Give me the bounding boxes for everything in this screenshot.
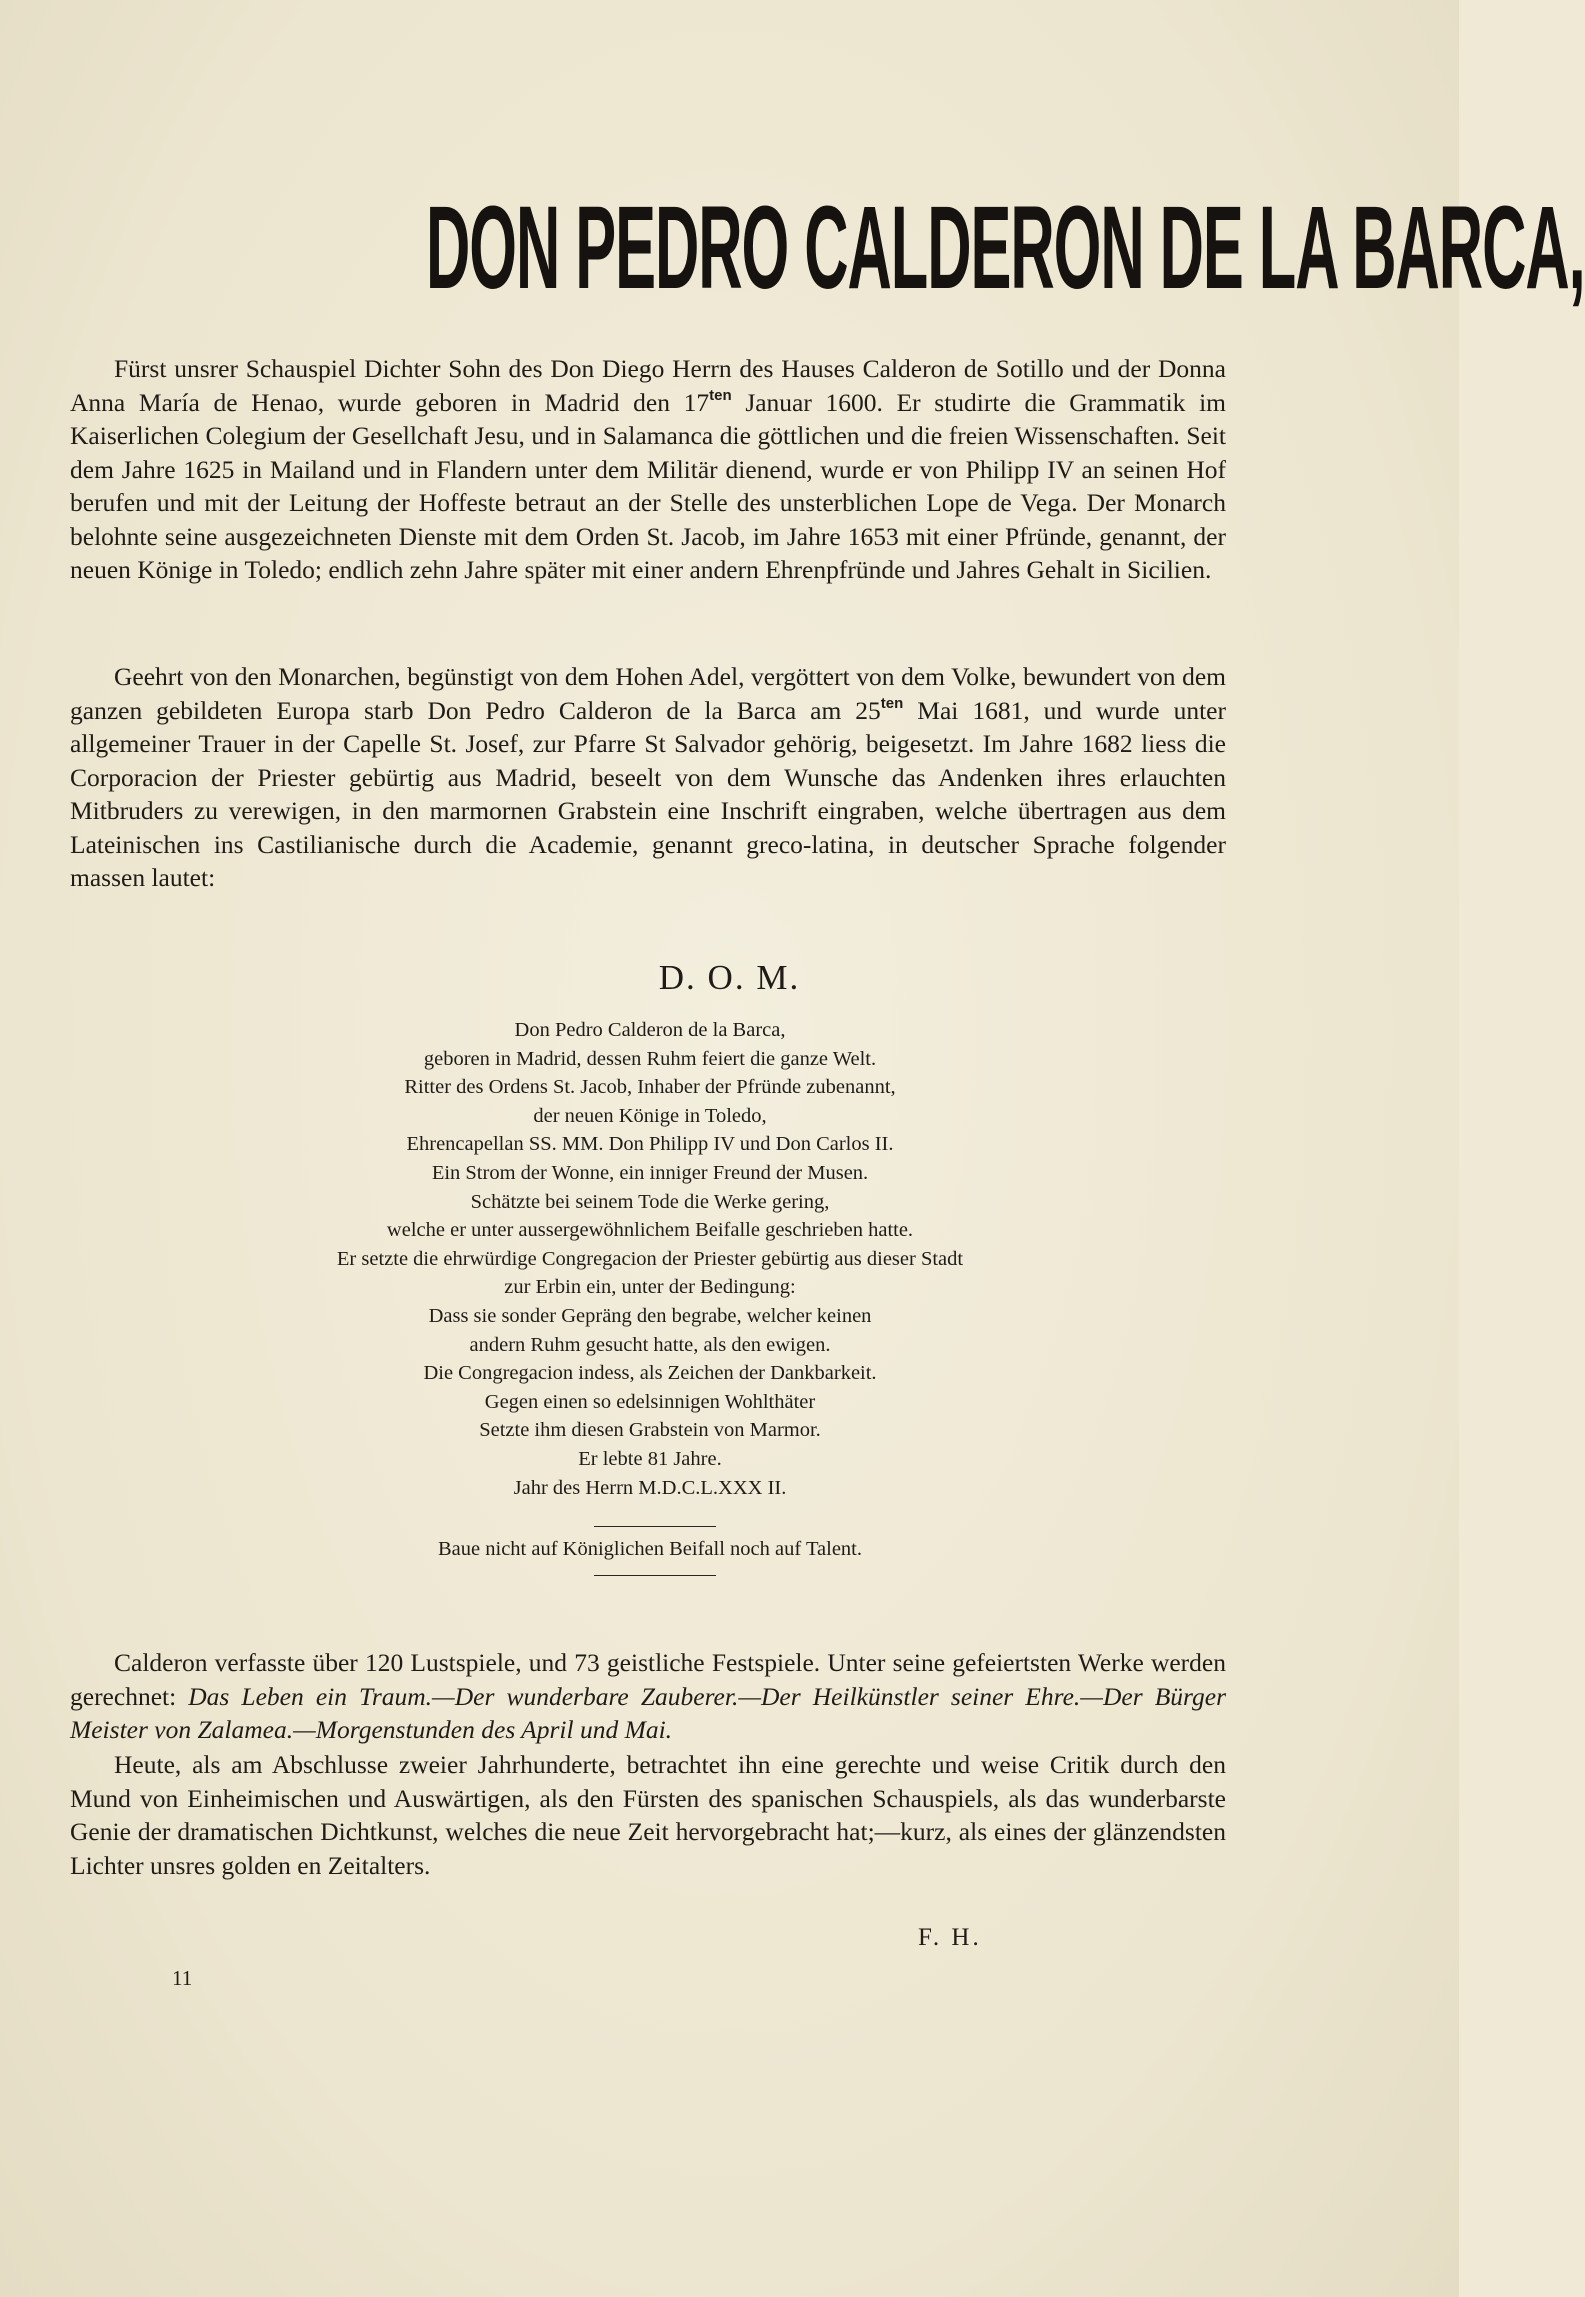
inscription-line: Dass sie sonder Gepräng den begrabe, welcher keinen [428, 1304, 872, 1327]
paragraph-text-start: Geehrt von den Monarchen, begünstigt von dem Hohen Adel, vergöttert von dem Volke, bewundert von dem ganzen gebildeten Europa starb Don Pedro Calderon de la Barca am 25 [70, 662, 1226, 725]
author-signature: F. H. [918, 1924, 982, 1951]
inscription-line: Er setzte die ehrwürdige Congregacion der Priester gebürtig aus dieser Stadt [336, 1247, 964, 1270]
paragraph-text-start: Fürst unsrer Schauspiel Dichter Sohn des Don Diego Herrn des Hauses Calderon de Sotillo und der Donna Anna María de Henao, wurde geboren in Madrid den 17 [70, 354, 1226, 417]
paragraph-text [70, 1646, 1226, 1747]
ordinal-superscript: ten [880, 694, 904, 712]
paragraph-text-end: Januar 1600. Er studirte die Grammatik im Kaiserlichen Colegium der Gesellchaft Jesu, und in Salamanca die göttlichen und die freien Wissenschaften. Seit dem Jahre 1625 in Mailand und in Flandern unter dem Militär dienend, wurde er von Philipp IV an seinen Hof berufen und mit der Leitung der Hoffeste betraut an der Stelle des unsterblichen Lope de Vega. Der Monarch belohnte seine ausgezeichneten Dienste mit dem Orden St. Jacob, im Jahre 1653 mit einer Pfründe, genannt, der neuen Könige in Toledo; endlich zehn Jahre später mit einer andern Ehrenpfründe und Jahres Gehalt in Sicilien. [70, 387, 1226, 584]
paragraph-text [70, 660, 1226, 895]
ordinal-superscript: ten [709, 386, 732, 404]
inscription-line: Ein Strom der Wonne, ein inniger Freund der Musen. [431, 1161, 869, 1184]
inscription-motto: Baue nicht auf Königlichen Beifall noch auf Talent. [438, 1538, 862, 1560]
inscription-line: Ritter des Ordens St. Jacob, Inhaber der Pfründe zubenannt, [404, 1076, 896, 1099]
inscription-line: andern Ruhm gesucht hatte, als den ewigen. [469, 1333, 831, 1356]
works-paragraph [70, 1646, 1226, 1747]
works-intro: Calderon verfasste über 120 Lustspiele, und 73 geistliche Festspiele. Unter seine gefeiertsten Werke werden gerechnet: [70, 1648, 1226, 1711]
inscription-line: Setzte ihm diesen Grabstein von Marmor. [479, 1419, 821, 1442]
biography-paragraph-2 [70, 660, 1226, 895]
inscription-line: Ehrencapellan SS. MM. Don Philipp IV und Don Carlos II. [406, 1133, 894, 1156]
inscription-line: welche er unter aussergewöhnlichem Beifalle geschrieben hatte. [386, 1219, 914, 1242]
page-number: 11 [172, 1966, 193, 1990]
inscription-line: Jahr des Herrn M.D.C.L.XXX II. [513, 1476, 787, 1499]
legacy-paragraph [70, 1748, 1226, 1882]
inscription-line: Die Congregacion indess, als Zeichen der Dankbarkeit. [423, 1362, 877, 1385]
inscription-line: geboren in Madrid, dessen Ruhm feiert die ganze Welt. [423, 1047, 877, 1070]
inscription-heading: D. O. M. [658, 958, 801, 997]
inscription-line: Don Pedro Calderon de la Barca, [514, 1019, 786, 1041]
biography-paragraph-1 [70, 352, 1226, 587]
inscription-line: Gegen einen so edelsinnigen Wohlthäter [484, 1390, 816, 1413]
inscription-line: Schätzte bei seinem Tode die Werke gering, [470, 1190, 830, 1213]
divider-bottom [594, 1575, 716, 1576]
paragraph-text [70, 352, 1226, 587]
inscription-text [200, 1016, 1100, 1502]
inscription-line: zur Erbin ein, unter der Bedingung: [504, 1276, 796, 1299]
works-list: Das Leben ein Traum.—Der wunderbare Zauberer.—Der Heilkünstler seiner Ehre.—Der Bürger Meister von Zalamea.—Morgenstunden des April und Mai. [70, 1681, 1226, 1744]
page-title: DON PEDRO CALDERON DE LA BARCA, [426, 182, 1585, 314]
paragraph-text-end: Mai 1681, und wurde unter allgemeiner Trauer in der Capelle St. Josef, zur Pfarre St Salvador gehörig, beigesetzt. Im Jahre 1682 liess die Corporacion der Priester gebürtig aus Madrid, beseelt von dem Wunsche das Andenken ihres erlauchten Mitbruders zu verewigen, in den marmornen Grabstein eine Inschrift eingraben, welche übertragen aus dem Lateinischen ins Castilianische durch die Academie, genannt greco-latina, in deutscher Sprache folgender massen lautet: [70, 695, 1226, 892]
paragraph-text: Heute, als am Abschlusse zweier Jahrhunderte, betrachtet ihn eine gerechte und weise Critik durch den Mund von Einheimischen und Auswärtigen, als den Fürsten des spanischen Schauspiels, als das wunderbarste Genie der dramatischen Dichtkunst, welches die neue Zeit hervorgebracht hat;—kurz, als eines der glänzendsten Lichter unsres golden en Zeitalters. [70, 1750, 1226, 1880]
inscription-line: der neuen Könige in Toledo, [533, 1104, 767, 1127]
inscription-line: Er lebte 81 Jahre. [578, 1447, 722, 1470]
divider-top [594, 1526, 716, 1527]
